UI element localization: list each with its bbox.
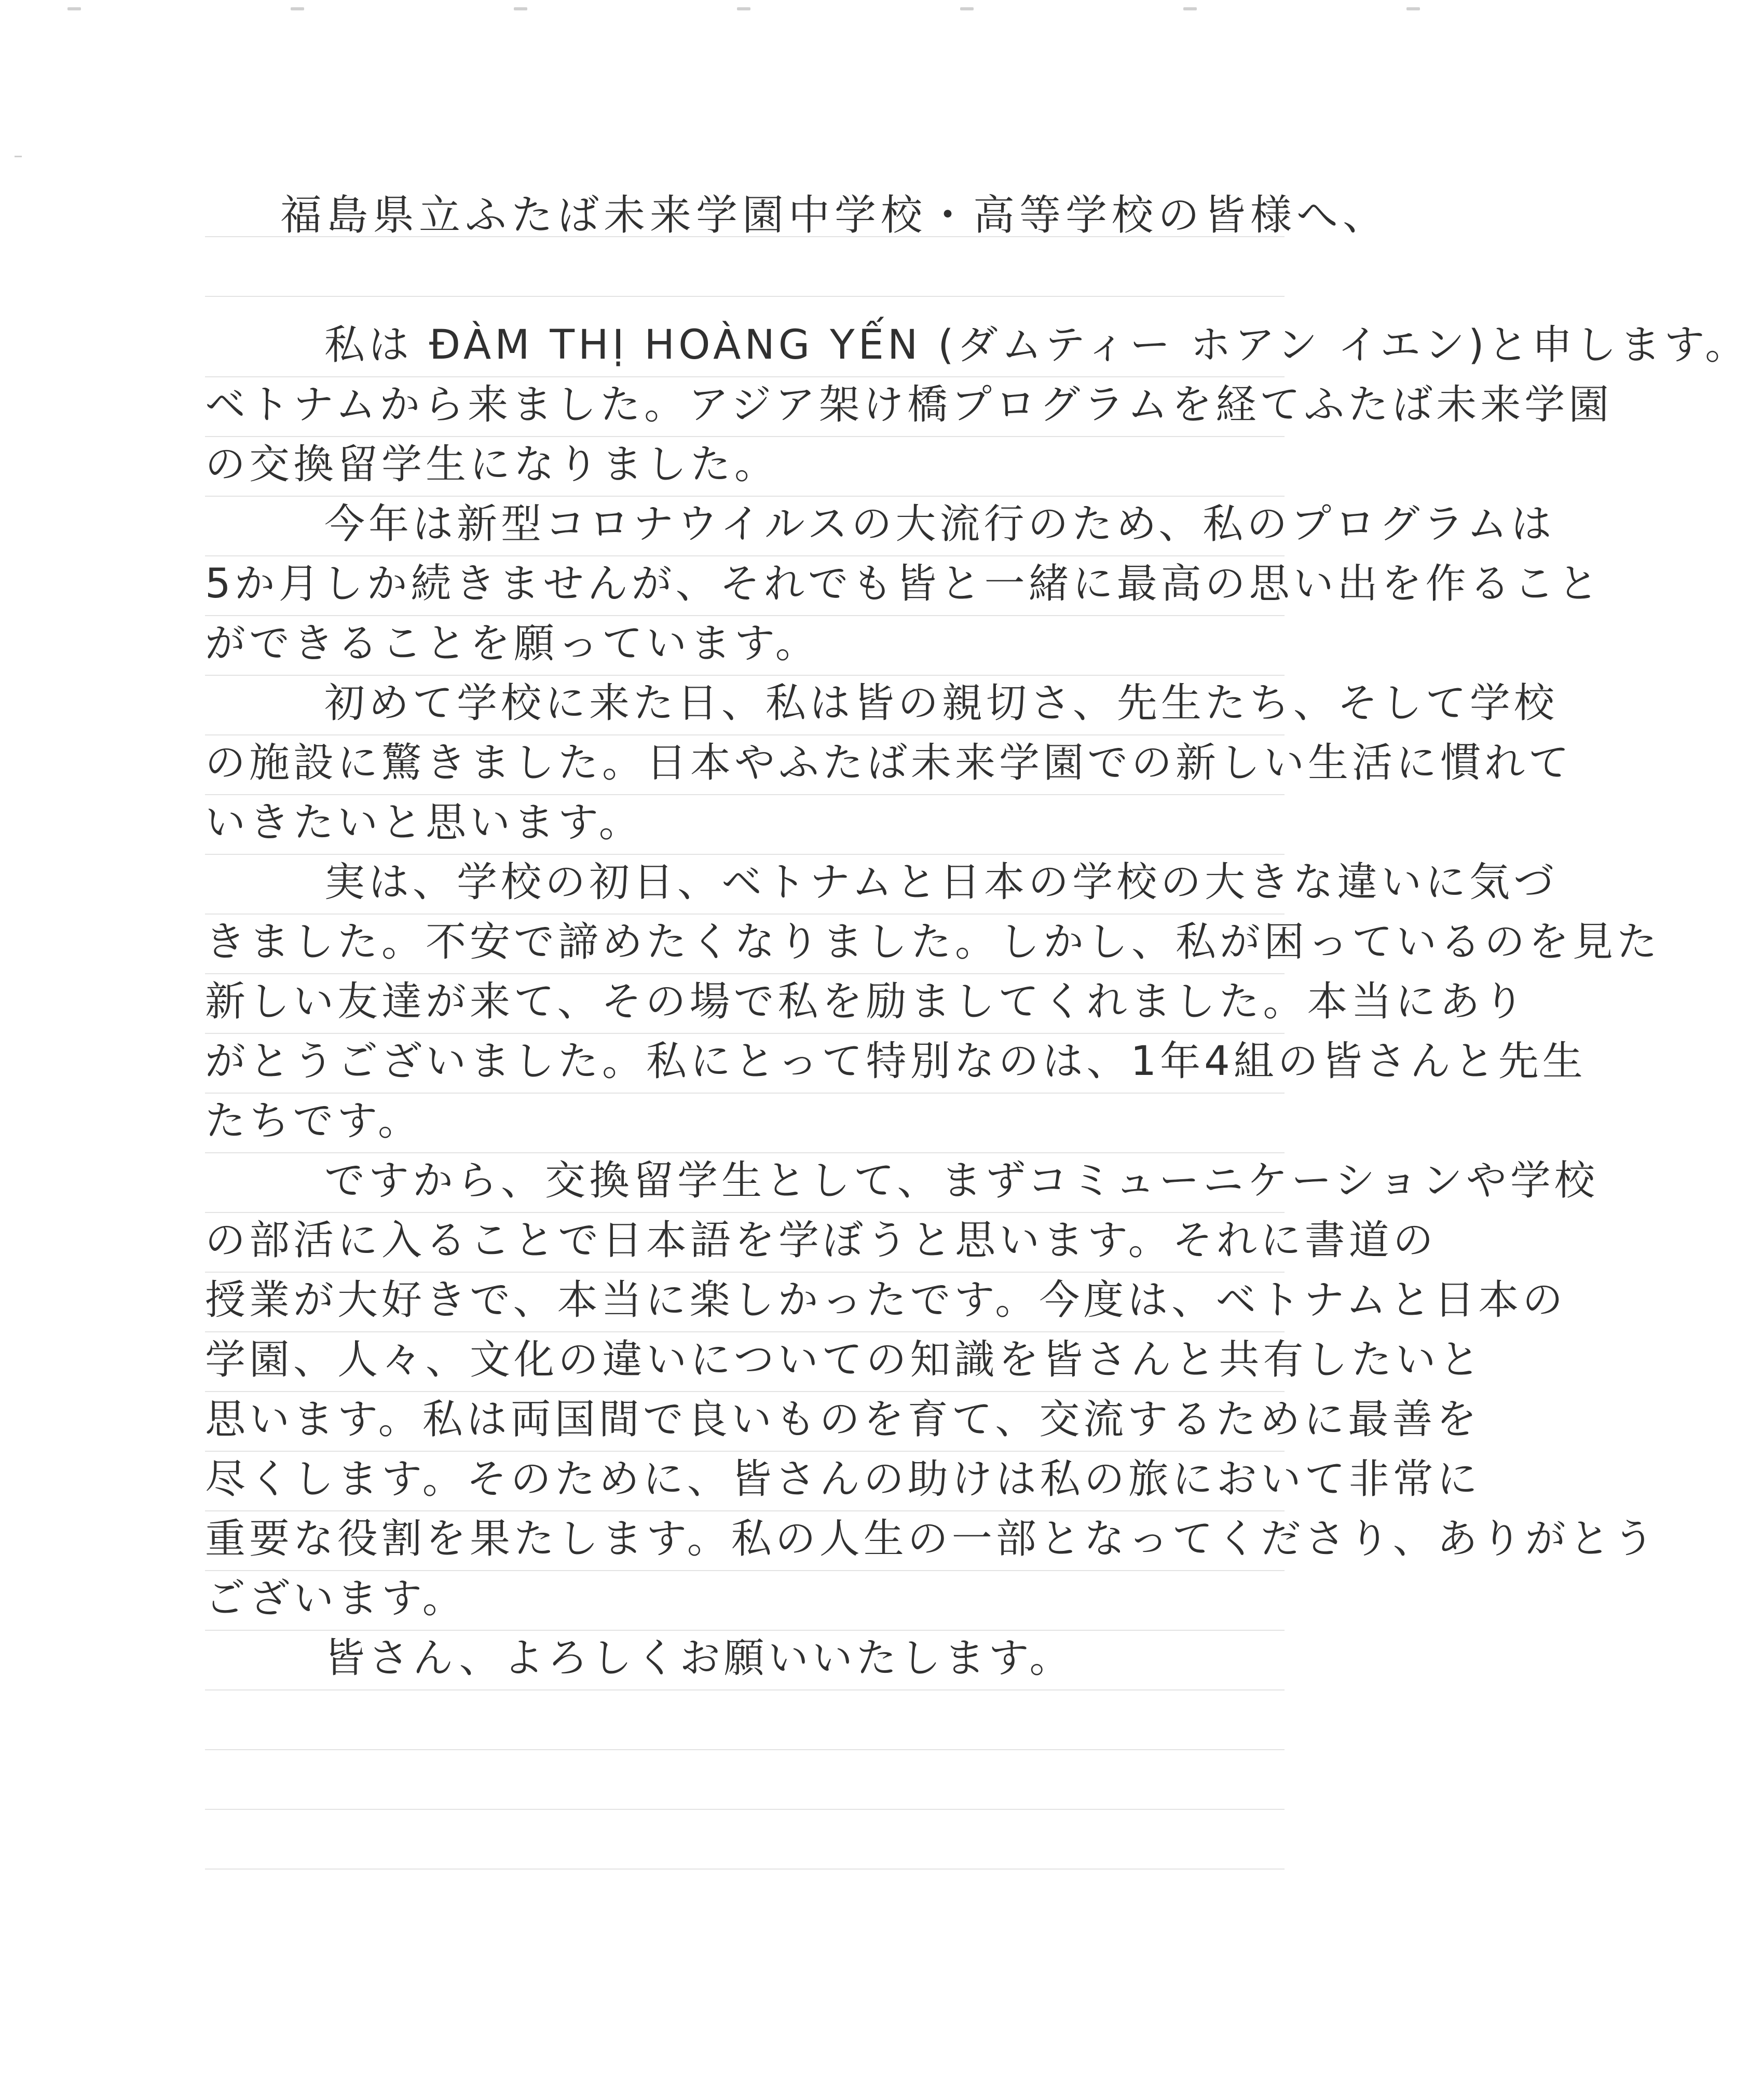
letter-line: 重要な役割を果たします。私の人生の一部となってくださり、ありがとう (205, 1516, 1658, 1562)
letter-line: 尽くします。そのために、皆さんの助けは私の旅において非常に (205, 1456, 1481, 1503)
letter-line: 学園、人々、文化の違いについての知識を皆さんと共有したいと (205, 1337, 1484, 1383)
letter-line: ございます。 (205, 1575, 467, 1622)
letter-line: 今年は新型コロナウイルスの大流行のため、私のプログラムは (324, 501, 1555, 548)
letter-line: がとうございました。私にとって特別なのは、1年4組の皆さんと先生 (205, 1038, 1587, 1085)
letter-line: の部活に入ることで日本語を学ぼうと思います。それに書道の (205, 1217, 1437, 1264)
letter-line: ができることを願っています。 (205, 620, 819, 667)
letter-line: の交換留学生になりました。 (205, 441, 779, 488)
letter-line: きました。不安で諦めたくなりました。しかし、私が困っているのを見た (205, 919, 1661, 965)
letter-line: いきたいと思います。 (205, 799, 643, 846)
letter-line: 私は ĐÀM THỊ HOÀNG YẾN (ダムティー ホアン イエン)と申します。 (324, 322, 1749, 369)
letter-line: 実は、学校の初日、ベトナムと日本の学校の大きな違いに気づ (324, 859, 1558, 906)
letter-line: たちです。 (205, 1098, 422, 1144)
letter-line: 初めて学校に来た日、私は皆の親切さ、先生たち、そして学校 (324, 680, 1558, 727)
letter-closing: 皆さん、よろしくお願いいたします。 (324, 1635, 1074, 1682)
letter-line: の施設に驚きました。日本やふたば未来学園での新しい生活に慣れて (205, 740, 1573, 786)
letter-line: ベトナムから来ました。アジア架け橋プログラムを経てふたば未来学園 (205, 381, 1613, 428)
letter-line: ですから、交換留学生として、まずコミューニケーションや学校 (324, 1157, 1598, 1204)
letter-line: 授業が大好きで、本当に楽しかったです。今度は、ベトナムと日本の (205, 1277, 1567, 1324)
letter-salutation: 福島県立ふたば未来学園中学校・高等学校の皆様へ、 (280, 191, 1389, 239)
letter-line: 新しい友達が来て、その場で私を励ましてくれました。本当にあり (205, 978, 1528, 1025)
letter-line: 思います。私は両国間で良いものを育て、交流するために最善を (205, 1396, 1481, 1443)
letter-line: 5か月しか続きませんが、それでも皆と一緒に最高の思い出を作ること (205, 561, 1602, 607)
